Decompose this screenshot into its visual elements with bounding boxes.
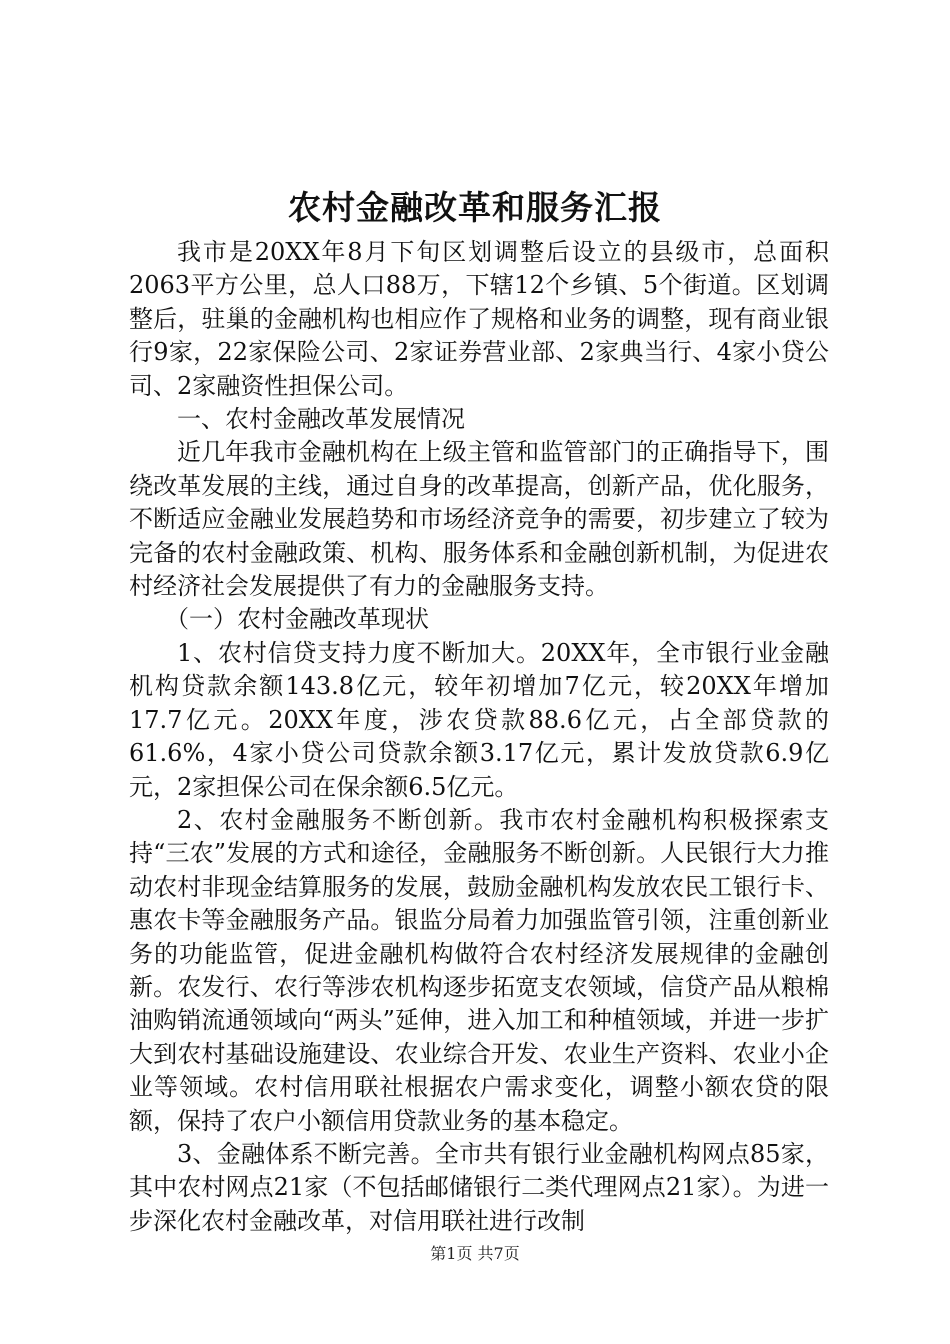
subsection-heading-1: （一）农村金融改革现状 <box>165 605 429 634</box>
document-body <box>129 236 829 1238</box>
section-heading-1: 一、农村金融改革发展情况 <box>177 405 465 434</box>
page-number-footer: 第1页 共7页 <box>430 1244 520 1263</box>
paragraph-overview: 近几年我市金融机构在上级主管和监管部门的正确指导下，围绕改革发展的主线，通过自身的改革提高，创新产品，优化服务，不断适应金融业发展趋势和市场经济竞争的需要，初步建立了较为完备的农村金融政策、机构、服务体系和金融创新机制，为促进农村经济社会发展提供了有力的金融服务支持。 <box>129 438 829 601</box>
document-title: 农村金融改革和服务汇报 <box>288 188 662 227</box>
paragraph-credit-support: 1、农村信贷支持力度不断加大。20XX年，全市银行业金融机构贷款余额143.8亿元，较年初增加7亿元，较20XX年增加17.7亿元。20XX年度，涉农贷款88.6亿元，占全部贷款的61.6%，4家小贷公司贷款余额3.17亿元，累计发放贷款6.9亿元，2家担保公司在保余额6.5亿元。 <box>129 638 829 801</box>
paragraph-intro: 我市是20XX年8月下旬区划调整后设立的县级市，总面积2063平方公里，总人口88万，下辖12个乡镇、5个街道。区划调整后，驻巢的金融机构也相应作了规格和业务的调整，现有商业银行9家，22家保险公司、2家证券营业部、2家典当行、4家小贷公司、2家融资性担保公司。 <box>129 238 829 400</box>
paragraph-service-innovation: 2、农村金融服务不断创新。我市农村金融机构积极探索支持“三农”发展的方式和途径，金融服务不断创新。人民银行大力推动农村非现金结算服务的发展，鼓励金融机构发放农民工银行卡、惠农卡等金融服务产品。银监分局着力加强监管引领，注重创新业务的功能监管，促进金融机构做符合农村经济发展规律的金融创新。农发行、农行等涉农机构逐步拓宽支农领域，信贷产品从粮棉油购销流通领域向“两头”延伸，进入加工和种植领域，并进一步扩大到农村基础设施建设、农业综合开发、农业生产资料、农业小企业等领域。农村信用联社根据农户需求变化，调整小额农贷的限额，保持了农户小额信用贷款业务的基本稳定。 <box>129 805 829 1135</box>
paragraph-system-improvement: 3、金融体系不断完善。全市共有银行业金融机构网点85家，其中农村网点21家（不包括邮储银行二类代理网点21家）。为进一步深化农村金融改革，对信用联社进行改制 <box>129 1139 829 1235</box>
